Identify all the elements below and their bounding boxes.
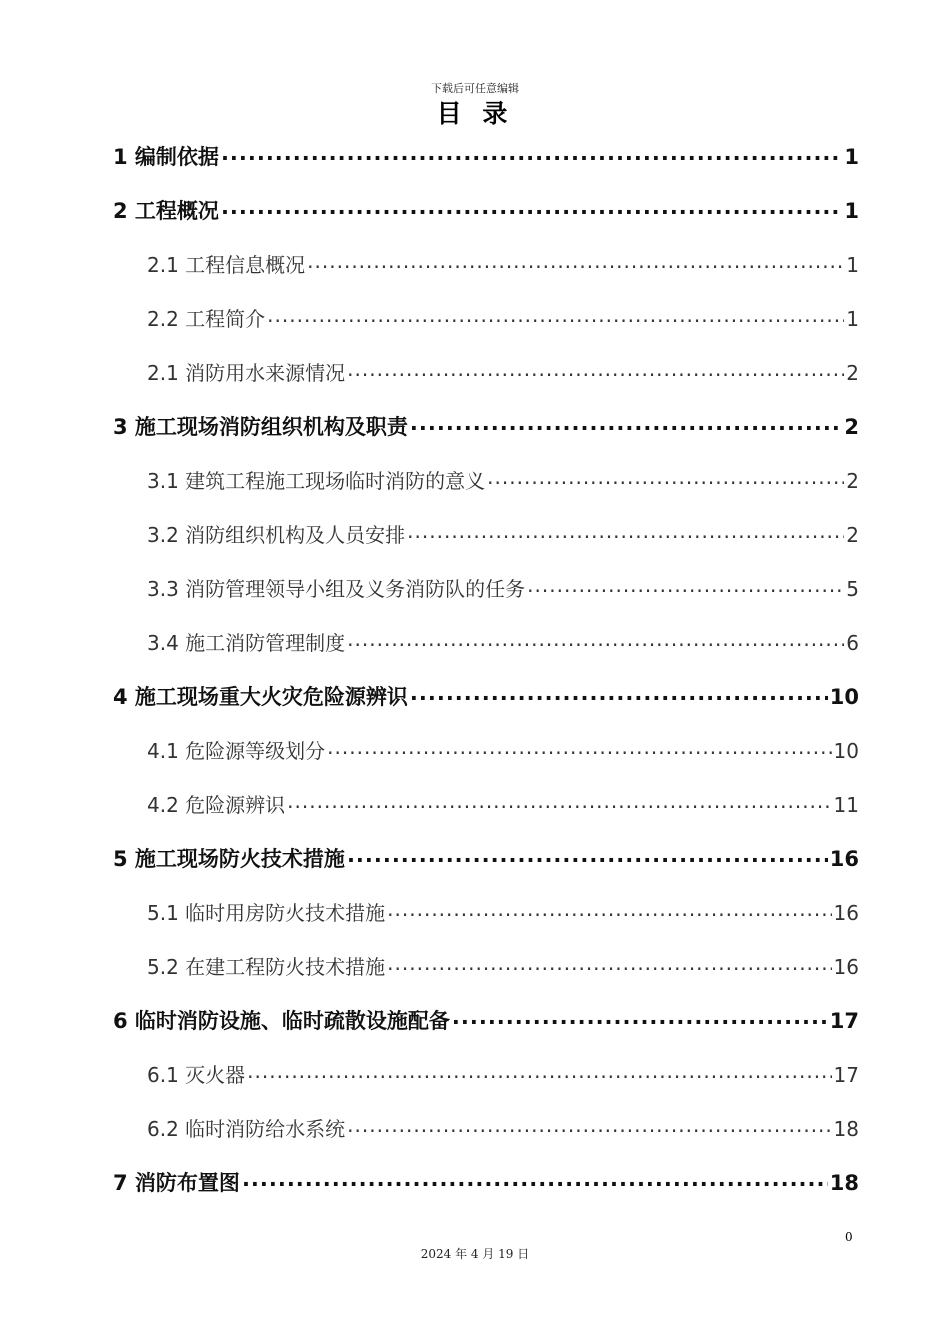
toc-entry-label: 4 施工现场重大火灾危险源辨识: [113, 685, 408, 709]
toc-dot-leader: [242, 1152, 828, 1206]
toc-entry-label: 4.1 危险源等级划分: [147, 739, 326, 763]
toc-entry[interactable]: [113, 1102, 859, 1156]
toc-dot-leader: [267, 288, 844, 342]
toc-entry-label: 2.1 工程信息概况: [147, 253, 306, 277]
toc-entry-page: 10: [829, 685, 859, 709]
toc-entry-label: 7 消防布置图: [113, 1171, 240, 1195]
toc-entry-label: 3.2 消防组织机构及人员安排: [147, 523, 406, 547]
toc-dot-leader: [410, 666, 828, 720]
toc-entry-label: 3.4 施工消防管理制度: [147, 631, 346, 655]
toc-entry[interactable]: [113, 670, 859, 724]
toc-entry-label: 2 工程概况: [113, 199, 219, 223]
toc-entry[interactable]: [113, 778, 859, 832]
toc-dot-leader: [287, 774, 831, 828]
toc-dot-leader: [347, 1098, 831, 1152]
toc-entry-page: 10: [833, 739, 859, 763]
toc-entry-label: 5.1 临时用房防火技术措施: [147, 901, 386, 925]
toc-entry-page: 11: [833, 793, 859, 817]
toc-entry-label: 2.1 消防用水来源情况: [147, 361, 346, 385]
toc-entry-page: 17: [829, 1009, 859, 1033]
toc-entry[interactable]: [113, 508, 859, 562]
toc-entry[interactable]: [113, 940, 859, 994]
toc-entry-page: 16: [833, 955, 859, 979]
toc-dot-leader: [327, 720, 831, 774]
toc-entry[interactable]: [113, 994, 859, 1048]
toc-entry-page: 18: [833, 1117, 859, 1141]
toc-dot-leader: [452, 990, 828, 1044]
toc-dot-leader: [410, 396, 842, 450]
toc-dot-leader: [407, 504, 844, 558]
toc-entry-label: 5 施工现场防火技术措施: [113, 847, 345, 871]
header-note: 下载后可任意编辑: [431, 82, 519, 95]
toc-entry-label: 5.2 在建工程防火技术措施: [147, 955, 386, 979]
toc-dot-leader: [347, 828, 828, 882]
toc-entry-page: 16: [829, 847, 859, 871]
toc-entry[interactable]: [113, 184, 859, 238]
footer-date: 2024 年 4 月 19 日: [420, 1247, 530, 1261]
toc-entry-page: 2: [844, 415, 859, 439]
toc-entry[interactable]: [113, 454, 859, 508]
toc-entry-label: 3 施工现场消防组织机构及职责: [113, 415, 408, 439]
toc-entry[interactable]: [113, 562, 859, 616]
toc-dot-leader: [347, 612, 844, 666]
toc-entry[interactable]: [113, 238, 859, 292]
toc-entry-page: 1: [844, 145, 859, 169]
toc-entry-page: 16: [833, 901, 859, 925]
toc-entry-label: 3.3 消防管理领导小组及义务消防队的任务: [147, 577, 526, 601]
toc-entry[interactable]: [113, 886, 859, 940]
toc-entry-label: 4.2 危险源辨识: [147, 793, 286, 817]
toc-entry-page: 17: [833, 1063, 859, 1087]
toc-dot-leader: [221, 180, 842, 234]
toc-entry-page: 1: [844, 199, 859, 223]
toc-entry[interactable]: [113, 1156, 859, 1210]
toc-dot-leader: [307, 234, 844, 288]
toc-entry[interactable]: [113, 724, 859, 778]
toc-entry[interactable]: [113, 616, 859, 670]
toc-entry-page: 2: [846, 469, 859, 493]
toc-dot-leader: [247, 1044, 831, 1098]
toc-entry-label: 6.2 临时消防给水系统: [147, 1117, 346, 1141]
toc-entry-label: 6 临时消防设施、临时疏散设施配备: [113, 1009, 450, 1033]
toc-entry-label: 3.1 建筑工程施工现场临时消防的意义: [147, 469, 486, 493]
toc-entry[interactable]: [113, 346, 859, 400]
toc-entry-page: 1: [846, 253, 859, 277]
toc-entry[interactable]: [113, 832, 859, 886]
toc-entry-label: 6.1 灭火器: [147, 1063, 246, 1087]
toc-entry[interactable]: [113, 1048, 859, 1102]
toc-entry[interactable]: [113, 292, 859, 346]
toc-dot-leader: [387, 936, 831, 990]
toc-entry-label: 2.2 工程简介: [147, 307, 266, 331]
page-number: 0: [845, 1230, 853, 1244]
table-of-contents: [113, 130, 859, 1210]
toc-entry-page: 6: [846, 631, 859, 655]
toc-dot-leader: [221, 126, 842, 180]
toc-dot-leader: [487, 450, 844, 504]
toc-entry-page: 1: [846, 307, 859, 331]
toc-entry-page: 5: [846, 577, 859, 601]
toc-dot-leader: [347, 342, 844, 396]
toc-entry-page: 2: [846, 523, 859, 547]
toc-entry[interactable]: [113, 400, 859, 454]
toc-entry-page: 2: [846, 361, 859, 385]
toc-dot-leader: [527, 558, 844, 612]
toc-dot-leader: [387, 882, 831, 936]
page-title: 目 录: [436, 99, 514, 128]
toc-entry-label: 1 编制依据: [113, 145, 219, 169]
toc-entry-page: 18: [829, 1171, 859, 1195]
toc-entry[interactable]: [113, 130, 859, 184]
